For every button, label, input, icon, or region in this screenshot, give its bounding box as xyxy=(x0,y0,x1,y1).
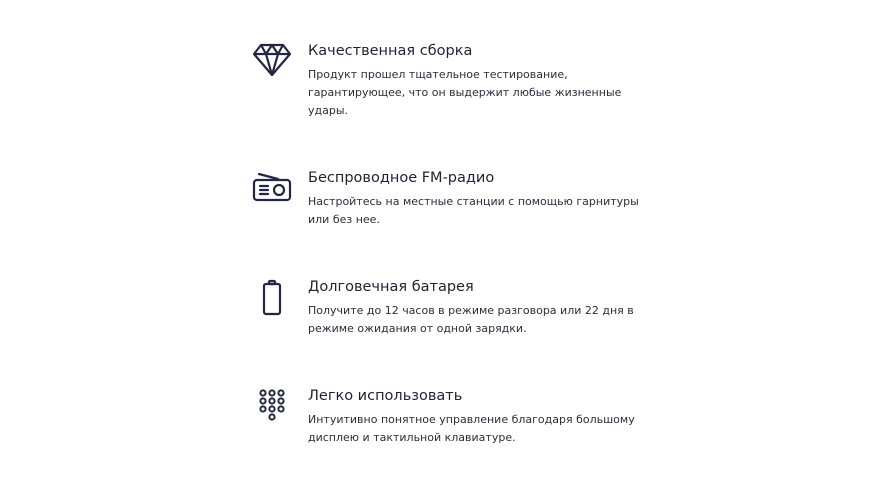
keypad-icon xyxy=(250,387,294,431)
feature-description: Настройтесь на местные станции с помощью гарнитуры или без нее. xyxy=(308,195,639,226)
feature-text xyxy=(308,278,648,338)
feature-text xyxy=(308,169,648,229)
feature-text xyxy=(308,387,648,447)
radio-icon xyxy=(250,169,294,213)
feature-text xyxy=(308,42,648,120)
feature-title: Легко использовать xyxy=(308,388,463,404)
feature-description: Продукт прошел тщательное тестирование, гарантирующее, что он выдержит любые жизненные удары. xyxy=(308,68,622,117)
feature-title: Долговечная батарея xyxy=(308,279,474,295)
battery-icon xyxy=(250,278,294,322)
feature-title: Качественная сборка xyxy=(308,43,473,59)
diamond-icon xyxy=(250,42,294,86)
feature-description: Интуитивно понятное управление благодаря большому дисплею и тактильной клавиатуре. xyxy=(308,413,635,444)
feature-description: Получите до 12 часов в режиме разговора или 22 дня в режиме ожидания от одной зарядки. xyxy=(308,304,634,335)
feature-title: Беспроводное FM-радио xyxy=(308,170,495,186)
